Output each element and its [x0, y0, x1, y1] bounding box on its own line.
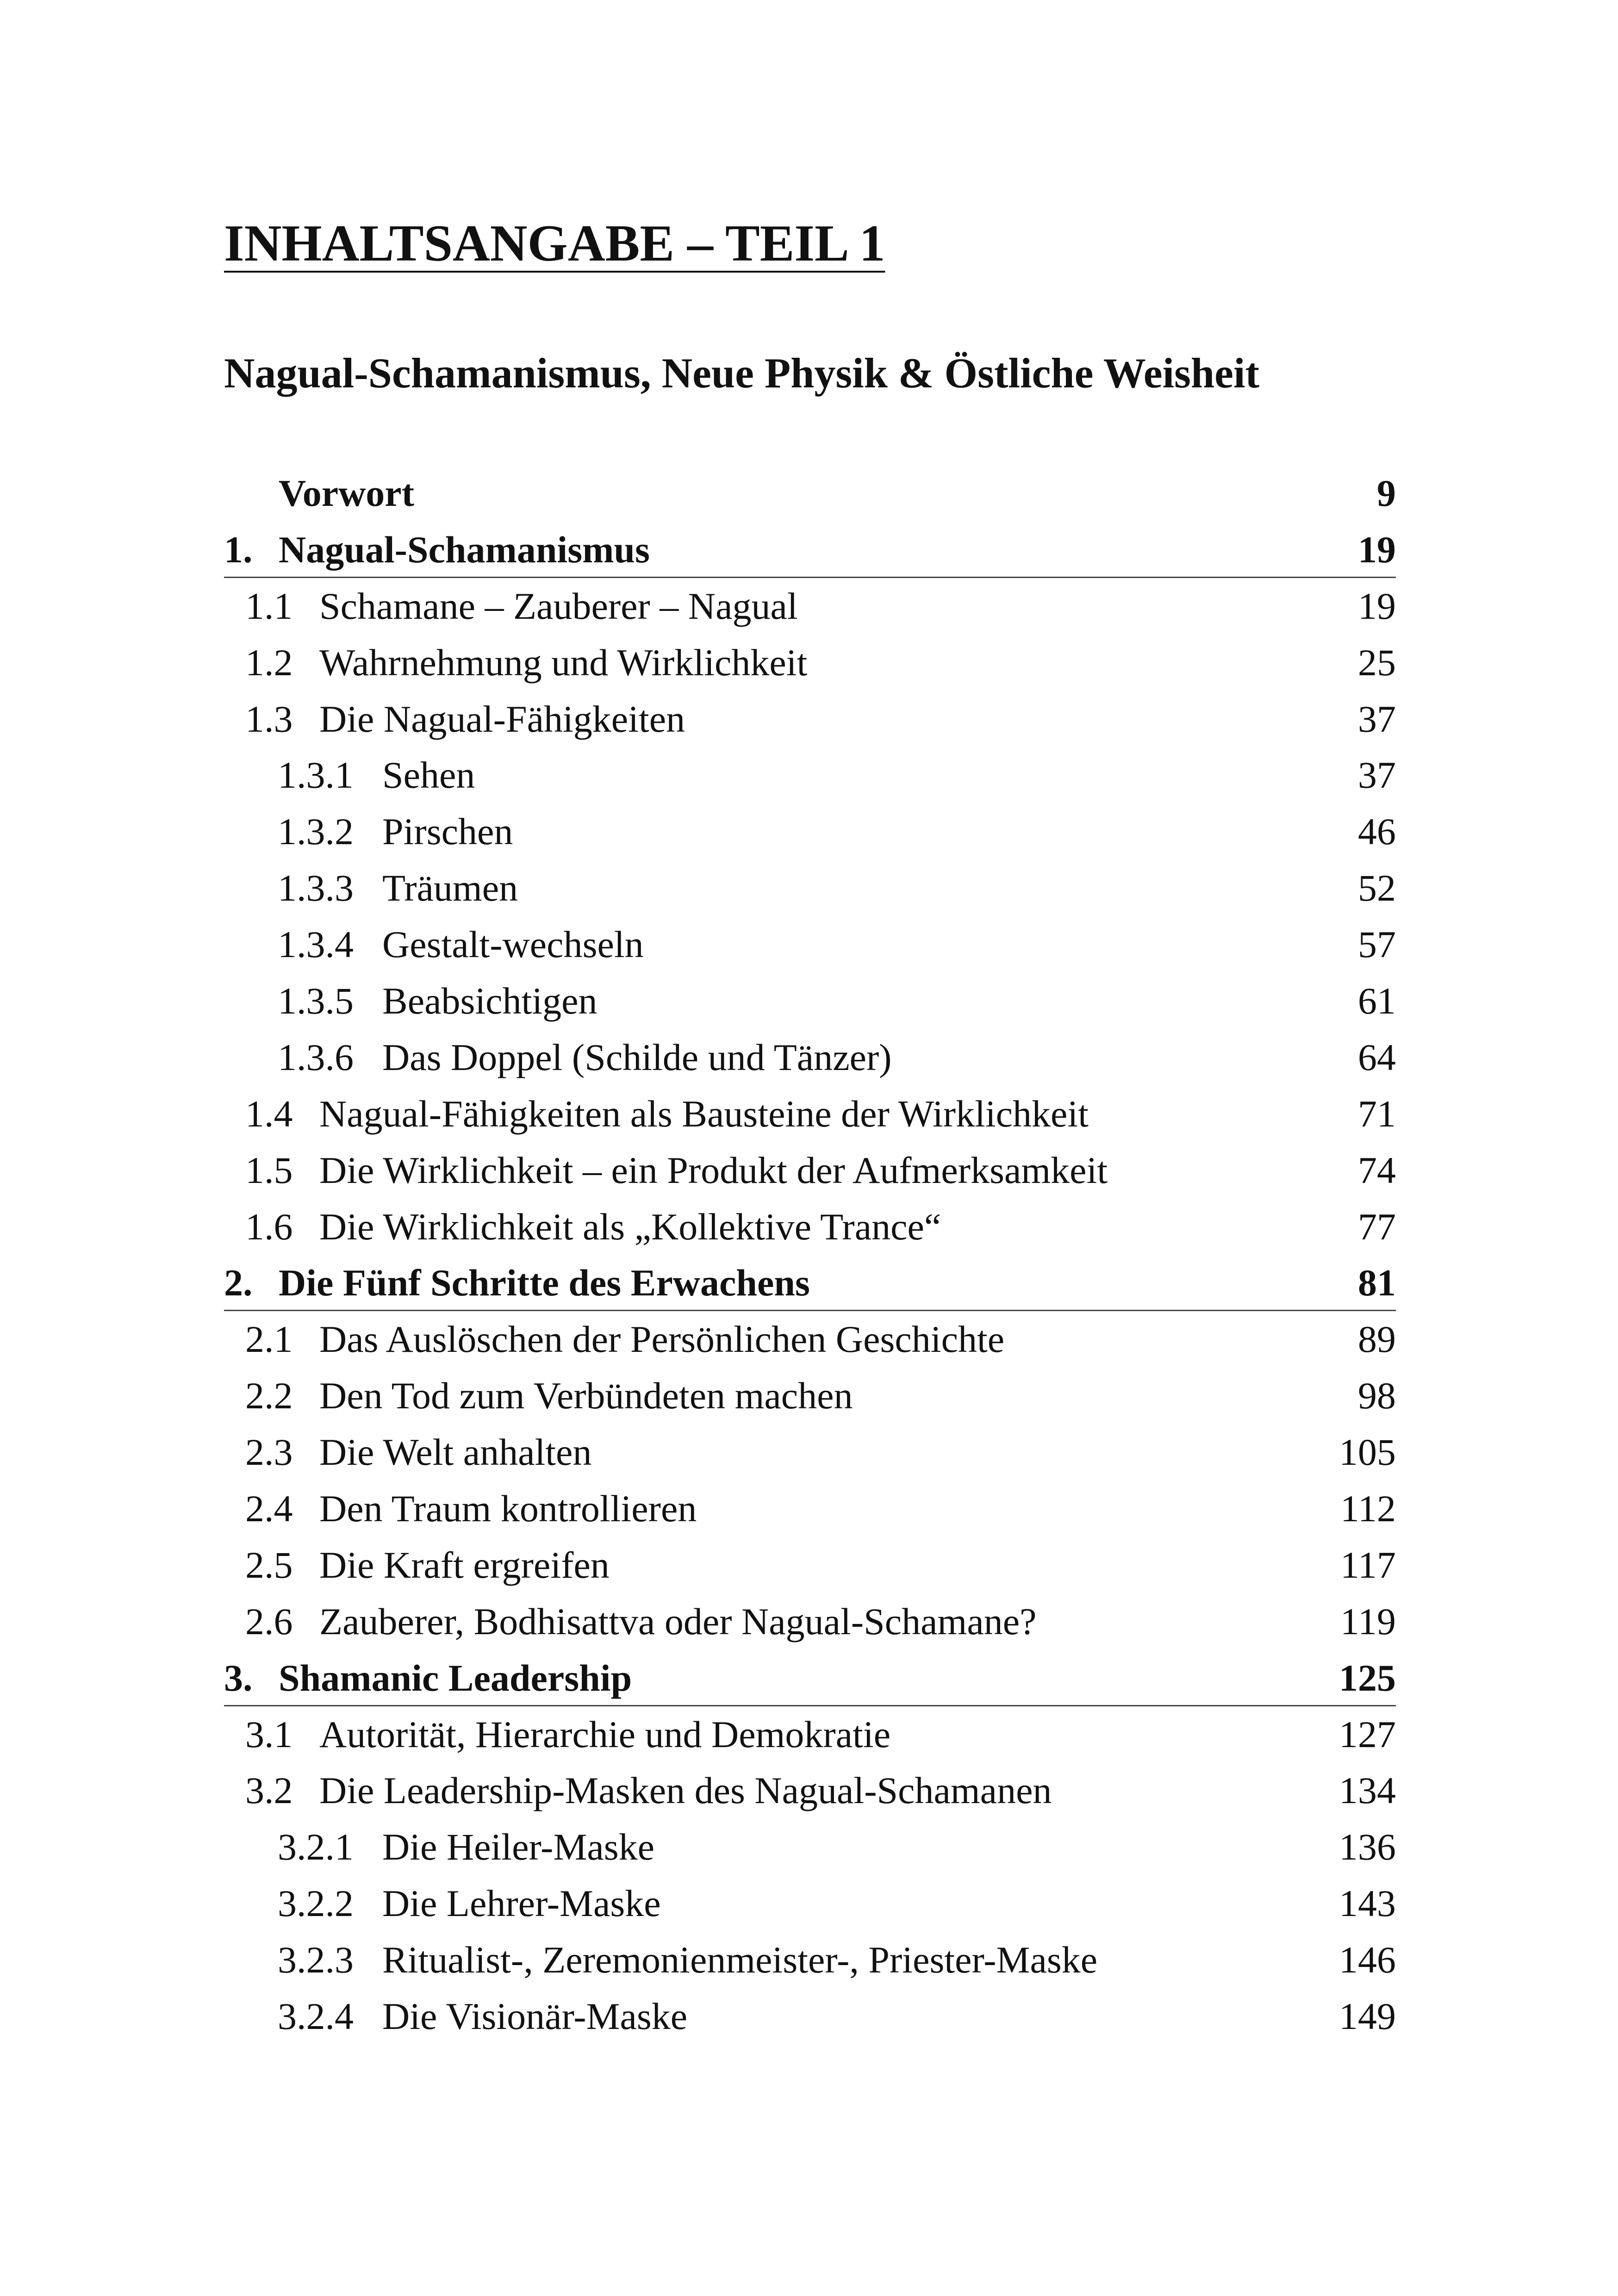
toc-entry-label: Das Doppel (Schilde und Tänzer) — [382, 1036, 892, 1078]
toc-entry-label: Autorität, Hierarchie und Demokratie — [319, 1713, 891, 1755]
toc-entry-number: 1.4 — [245, 1092, 293, 1135]
toc-entry-page: 143 — [1339, 1882, 1396, 1925]
toc-entry-label: Den Tod zum Verbündeten machen — [319, 1375, 853, 1417]
toc-entry-label: Pirschen — [382, 810, 513, 853]
toc-entry-page: 52 — [1358, 867, 1396, 909]
toc-entry-page: 61 — [1358, 980, 1396, 1022]
toc-entry-page: 74 — [1358, 1149, 1396, 1191]
toc-entry-page: 46 — [1358, 810, 1396, 853]
toc-entry-page: 81 — [1358, 1262, 1396, 1304]
toc-entry-label: Vorwort — [279, 472, 415, 514]
toc-entry-label: Die Heiler-Maske — [382, 1826, 655, 1868]
toc-entry — [224, 916, 1396, 973]
toc-entry-number: 1.3.5 — [278, 980, 354, 1022]
toc-entry — [224, 1537, 1396, 1593]
toc-chapter — [224, 1255, 1396, 1311]
toc-entry — [224, 1086, 1396, 1142]
toc-entry — [224, 1819, 1396, 1875]
toc-entry — [224, 1875, 1396, 1932]
toc-entry — [224, 1368, 1396, 1424]
toc-entry-label: Die Wirklichkeit als „Kollektive Trance“ — [319, 1205, 941, 1248]
toc-entry — [224, 1481, 1396, 1537]
toc-entry — [224, 1706, 1396, 1763]
toc-entry-number: 2.5 — [245, 1543, 293, 1586]
toc-entry — [224, 691, 1396, 747]
toc-entry-number: 3.1 — [245, 1713, 293, 1755]
toc-entry-page: 117 — [1340, 1543, 1396, 1586]
toc-entry-label: Die Lehrer-Maske — [382, 1882, 661, 1925]
page-title: INHALTSANGABE – TEIL 1 — [224, 215, 885, 272]
toc-entry-page: 19 — [1358, 528, 1396, 571]
toc-entry-label: Nagual-Fähigkeiten als Bausteine der Wirklichkeit — [319, 1092, 1089, 1135]
toc-entry-number: 2.3 — [245, 1431, 293, 1474]
toc-entry-label: Die Nagual-Fähigkeiten — [319, 697, 685, 740]
toc-entry-label: Gestalt-wechseln — [382, 923, 644, 966]
toc-entry-page: 25 — [1358, 641, 1396, 684]
toc-entry — [224, 1424, 1396, 1481]
toc-chapter — [224, 522, 1396, 578]
toc-entry-number: 2.1 — [245, 1318, 293, 1361]
toc-entry-number: 1.2 — [245, 641, 293, 684]
toc-entry-page: 149 — [1339, 1995, 1396, 2038]
toc-entry-number: 1.3 — [245, 697, 293, 740]
toc-entry-page: 77 — [1358, 1205, 1396, 1248]
toc-entry-label: Die Wirklichkeit – ein Produkt der Aufmerksamkeit — [319, 1149, 1108, 1191]
toc-entry — [224, 1311, 1396, 1368]
toc-entry-label: Die Kraft ergreifen — [319, 1543, 610, 1586]
toc-entry-label: Shamanic Leadership — [279, 1656, 632, 1699]
toc-entry-label: Das Auslöschen der Persönlichen Geschichte — [319, 1318, 1005, 1361]
toc-entry-page: 71 — [1358, 1092, 1396, 1135]
toc-entry-label: Nagual-Schamanismus — [279, 528, 650, 571]
toc-entry-page: 125 — [1339, 1656, 1396, 1699]
toc-entry-label: Die Welt anhalten — [319, 1431, 592, 1474]
toc-entry-page: 64 — [1358, 1036, 1396, 1078]
toc-entry-label: Die Leadership-Masken des Nagual-Schamanen — [319, 1769, 1052, 1812]
toc-entry-page: 119 — [1340, 1600, 1396, 1643]
toc-entry-number: 3.2.1 — [278, 1826, 354, 1868]
toc-entry-label: Schamane – Zauberer – Nagual — [319, 585, 798, 627]
toc-entry-page: 98 — [1358, 1375, 1396, 1417]
toc-entry — [224, 860, 1396, 916]
toc-entry-page: 9 — [1377, 472, 1396, 514]
toc-entry — [224, 1932, 1396, 1988]
toc-entry — [224, 1762, 1396, 1819]
toc-entry-number: 3. — [224, 1656, 253, 1699]
toc-entry-label: Wahrnehmung und Wirklichkeit — [319, 641, 808, 684]
toc-entry-number: 3.2 — [245, 1769, 293, 1812]
toc-entry-number: 3.2.2 — [278, 1882, 354, 1925]
toc-entry-page: 57 — [1358, 923, 1396, 966]
toc-entry-label: Ritualist-, Zeremonienmeister-, Priester-Maske — [382, 1939, 1098, 1981]
toc-entry-number: 3.2.3 — [278, 1939, 354, 1981]
toc-entry-number: 2.4 — [245, 1487, 293, 1530]
toc-entry-label: Die Visionär-Maske — [382, 1995, 688, 2038]
toc-entry-number: 1.3.3 — [278, 867, 354, 909]
toc-entry-number: 1.3.2 — [278, 810, 354, 853]
toc-entry-number: 3.2.4 — [278, 1995, 354, 2038]
toc-entry — [224, 1988, 1396, 2045]
toc-entry-label: Träumen — [382, 867, 518, 909]
toc-entry-label: Zauberer, Bodhisattva oder Nagual-Schamane? — [319, 1600, 1037, 1643]
table-of-contents — [224, 465, 1396, 2045]
toc-entry-page: 127 — [1339, 1713, 1396, 1755]
toc-entry — [224, 803, 1396, 860]
toc-entry-number: 2.6 — [245, 1600, 293, 1643]
toc-entry-label: Beabsichtigen — [382, 980, 597, 1022]
toc-entry — [224, 1029, 1396, 1086]
toc-entry — [224, 747, 1396, 803]
toc-entry-number: 1.6 — [245, 1205, 293, 1248]
toc-entry — [224, 1142, 1396, 1199]
toc-entry-page: 136 — [1339, 1826, 1396, 1868]
toc-entry-number: 2. — [224, 1262, 253, 1304]
toc-entry — [224, 578, 1396, 635]
toc-entry-number: 1.3.4 — [278, 923, 354, 966]
toc-entry-label: Die Fünf Schritte des Erwachens — [279, 1262, 810, 1304]
toc-entry-page: 37 — [1358, 697, 1396, 740]
toc-entry-page: 134 — [1339, 1769, 1396, 1812]
toc-entry-label: Den Traum kontrollieren — [319, 1487, 697, 1530]
page-subtitle: Nagual-Schamanismus, Neue Physik & Östliche Weisheit — [224, 349, 1260, 397]
toc-entry-label: Sehen — [382, 754, 475, 796]
toc-entry-page: 146 — [1339, 1939, 1396, 1981]
toc-entry-page: 89 — [1358, 1318, 1396, 1361]
toc-entry-number: 1.3.1 — [278, 754, 354, 796]
toc-entry-page: 19 — [1358, 585, 1396, 627]
toc-entry-page: 112 — [1340, 1487, 1396, 1530]
toc-entry — [224, 1199, 1396, 1255]
toc-entry-page: 105 — [1339, 1431, 1396, 1474]
toc-entry-number: 2.2 — [245, 1375, 293, 1417]
toc-entry — [224, 973, 1396, 1029]
toc-entry — [224, 635, 1396, 691]
toc-entry-number: 1.1 — [245, 585, 293, 627]
toc-entry-number: 1. — [224, 528, 253, 571]
toc-entry-number: 1.5 — [245, 1149, 293, 1191]
toc-chapter — [224, 1650, 1396, 1706]
toc-entry-number: 1.3.6 — [278, 1036, 354, 1078]
toc-entry-page: 37 — [1358, 754, 1396, 796]
toc-entry — [224, 1593, 1396, 1650]
toc-preface — [224, 465, 1396, 522]
